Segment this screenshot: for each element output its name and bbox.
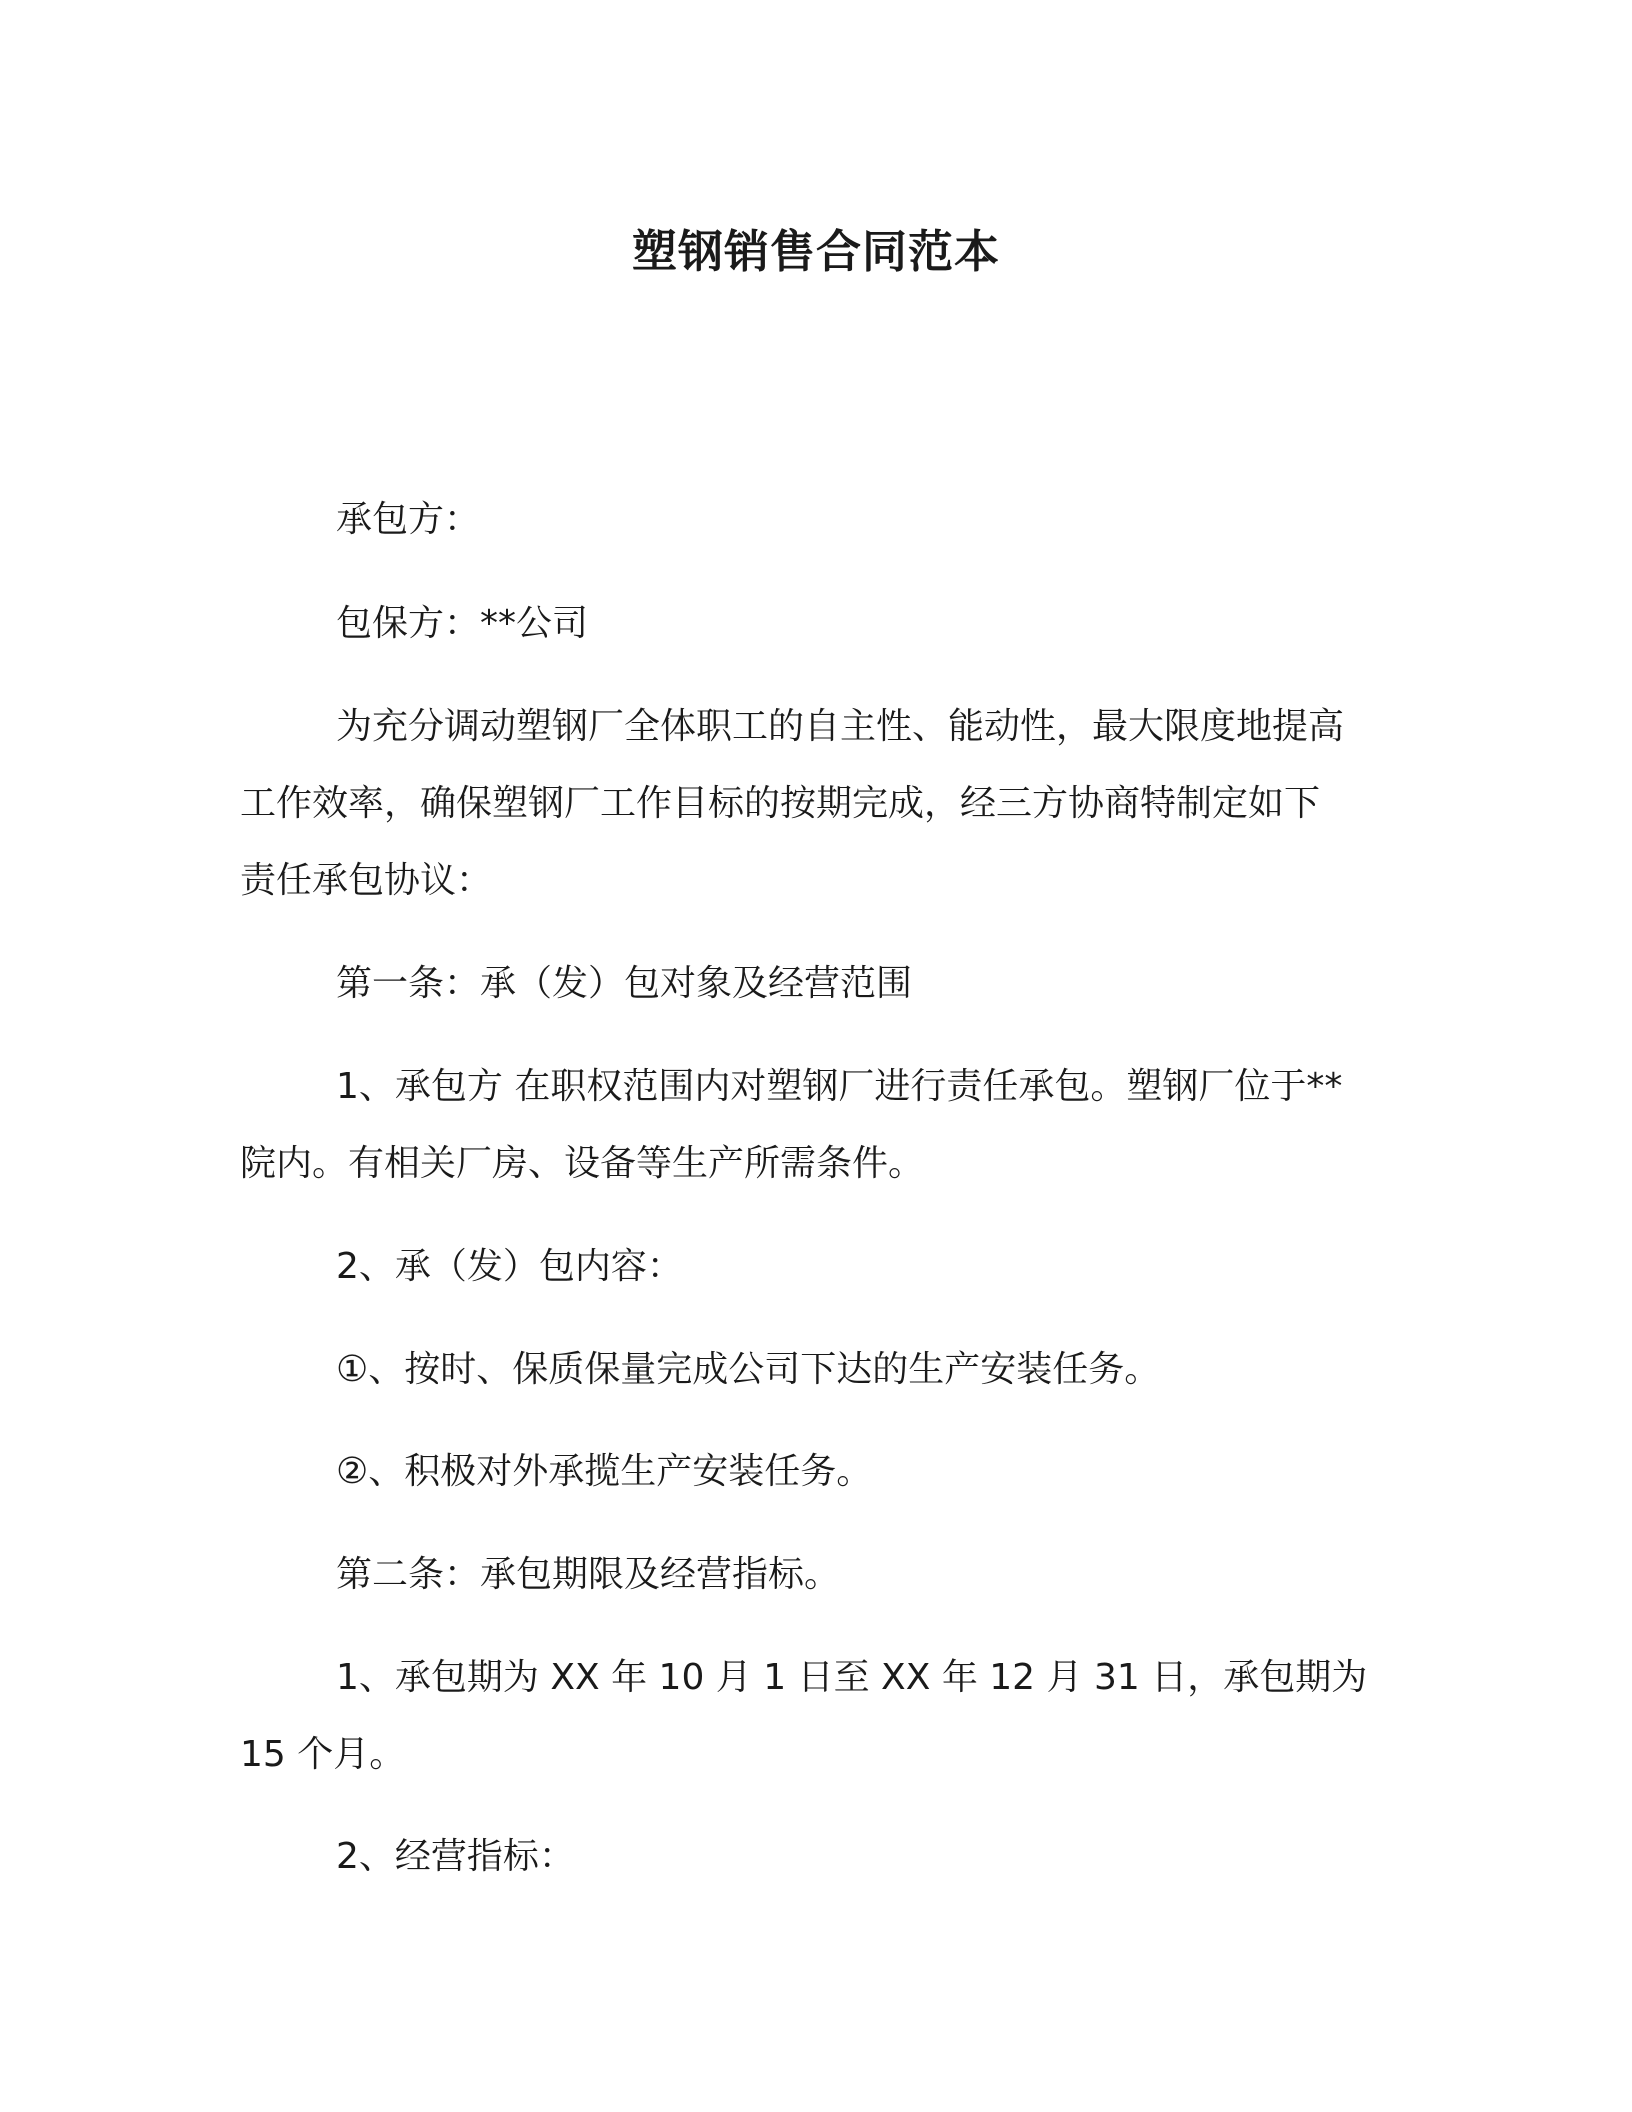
- paragraph-line: 第二条：承包期限及经营指标。: [336, 1554, 841, 1595]
- section-heading-article-1: [240, 945, 1392, 1022]
- paragraph-line: 包保方：**公司: [336, 603, 589, 644]
- paragraph-line: 院内。有相关厂房、设备等生产所需条件。: [240, 1143, 925, 1184]
- section-heading-article-2: [240, 1536, 1392, 1613]
- paragraph-subitem-2: [240, 1433, 1392, 1510]
- paragraph-line: 工作效率，确保塑钢厂工作目标的按期完成，经三方协商特制定如下: [240, 783, 1321, 824]
- paragraph-line: 15 个月。: [240, 1734, 406, 1775]
- paragraph-line: ①、按时、保质保量完成公司下达的生产安装任务。: [336, 1349, 1161, 1390]
- paragraph-line: 为充分调动塑钢厂全体职工的自主性、能动性，最大限度地提高: [336, 706, 1345, 747]
- paragraph-item-1: [240, 1048, 1392, 1202]
- paragraph-line: 2、经营指标：: [336, 1836, 575, 1877]
- paragraph-line: 1、承包期为 XX 年 10 月 1 日至 XX 年 12 月 31 日，承包期为: [336, 1657, 1368, 1698]
- paragraph-line: 2、承（发）包内容：: [336, 1246, 683, 1287]
- paragraph-line: 第一条：承（发）包对象及经营范围: [336, 963, 913, 1004]
- paragraph-term: [240, 1639, 1392, 1793]
- paragraph-line: 责任承包协议：: [240, 860, 493, 901]
- paragraph-item-2: [240, 1228, 1392, 1305]
- paragraph-indicators: [240, 1818, 1392, 1895]
- paragraph-line: 承包方：: [336, 499, 481, 540]
- paragraph-subitem-1: [240, 1331, 1392, 1408]
- document-title: 塑钢销售合同范本: [631, 225, 1000, 278]
- paragraph-line: 1、承包方 在职权范围内对塑钢厂进行责任承包。塑钢厂位于**: [336, 1066, 1343, 1107]
- paragraph-guarantor: [240, 585, 1392, 662]
- paragraph-contractor: [240, 481, 1392, 558]
- paragraph-preamble: [240, 688, 1392, 919]
- paragraph-line: ②、积极对外承揽生产安装任务。: [336, 1451, 873, 1492]
